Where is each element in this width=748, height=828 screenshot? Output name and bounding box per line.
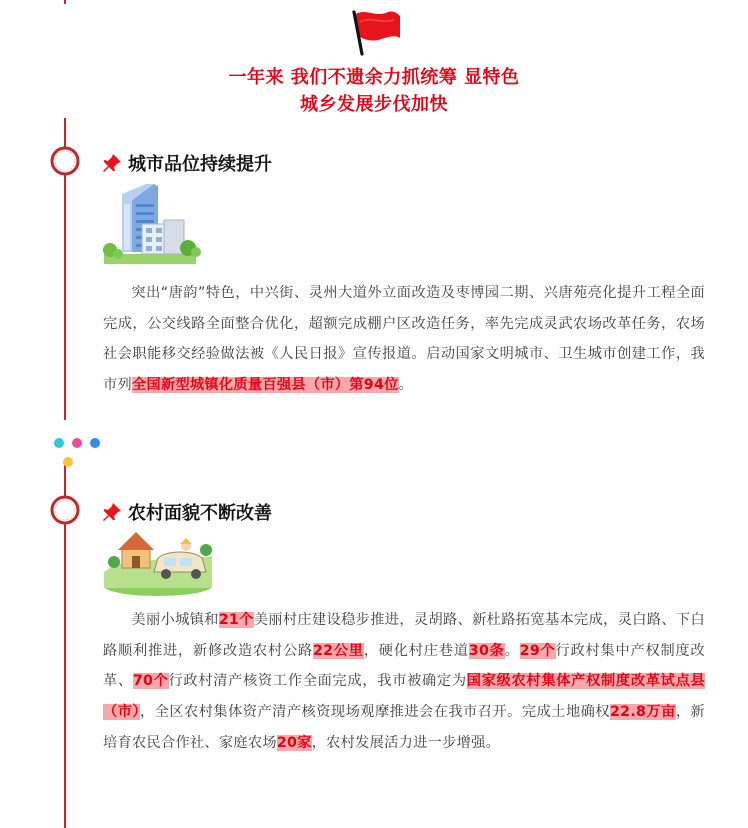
highlighted-figure: 全国新型城镇化质量百强县（市）第94位 [131, 377, 399, 394]
headline-line-1: 一年来 我们不遗余力抓统筹 显特色 [228, 67, 520, 88]
city-buildings-illustration [102, 180, 202, 266]
highlighted-figure: 21个 [218, 612, 254, 628]
highlighted-figure: 22.8万亩 [610, 704, 676, 721]
paragraph-text: 行政村清产核资工作全面完成，我市被确定为 [168, 673, 467, 690]
highlighted-figure: 国家级农村集体产权制度改革试点县（市） [103, 673, 705, 721]
paragraph-text: ，新培育农民合作社、家庭农场 [103, 704, 705, 751]
timeline-node-circle-icon [50, 146, 80, 176]
section-paragraph-city [103, 278, 705, 401]
decorative-dots [54, 438, 104, 468]
paragraph-text: 美丽小城镇和 [131, 612, 219, 628]
paragraph-text: 。 [504, 642, 520, 659]
highlighted-figure: 20家 [276, 734, 312, 751]
pushpin-icon [102, 502, 122, 522]
pushpin-icon [102, 153, 122, 173]
section-title-rural [102, 499, 272, 525]
highlighted-figure: 22公里 [312, 642, 364, 659]
section-title-city [102, 150, 272, 176]
paragraph-text: ，农村发展活力进一步增强。 [311, 734, 501, 751]
headline [0, 64, 748, 118]
cyan-dot [54, 438, 64, 448]
yellow-dot [63, 457, 73, 467]
timeline-node-circle-icon [50, 495, 80, 525]
red-flag-icon [350, 8, 404, 56]
blue-dot [90, 438, 100, 448]
highlighted-figure: 29个 [519, 642, 556, 659]
rural-countryside-illustration [102, 528, 214, 596]
section-title-text: 农村面貌不断改善 [128, 503, 272, 524]
section-title-text: 城市品位持续提升 [128, 154, 272, 175]
paragraph-text: 突出“唐韵”特色，中兴街、灵州大道外立面改造及枣博园二期、兴唐苑亮化提升工程全面完成，公交线路全面整合优化，超额完成棚户区改造任务，率先完成灵武农场改革任务，农场社会职能移交经验做法被《人民日报》宣传报道。启动国家文明城市、卫生城市创建工作，我市列 [103, 285, 705, 394]
paragraph-text: 美丽村庄建设稳步推进，灵胡路、新杜路拓宽基本完成，灵白路、下白路顺利推进，新修改造农村公路 [103, 612, 705, 659]
pink-dot [72, 438, 82, 448]
highlighted-figure: 70个 [132, 673, 169, 690]
paragraph-text: ，硬化村庄巷道 [363, 642, 469, 659]
section-paragraph-rural [103, 605, 705, 759]
paragraph-text: ，全区农村集体资产清产核资现场观摩推进会在我市召开。完成土地确权 [139, 704, 611, 721]
paragraph-text: 行政村集中产权制度改革、 [103, 642, 705, 690]
paragraph-text: 。 [398, 377, 414, 394]
headline-line-2: 城乡发展步伐加快 [300, 94, 448, 115]
highlighted-figure: 30条 [468, 642, 505, 659]
timeline-line-top [64, 0, 66, 4]
